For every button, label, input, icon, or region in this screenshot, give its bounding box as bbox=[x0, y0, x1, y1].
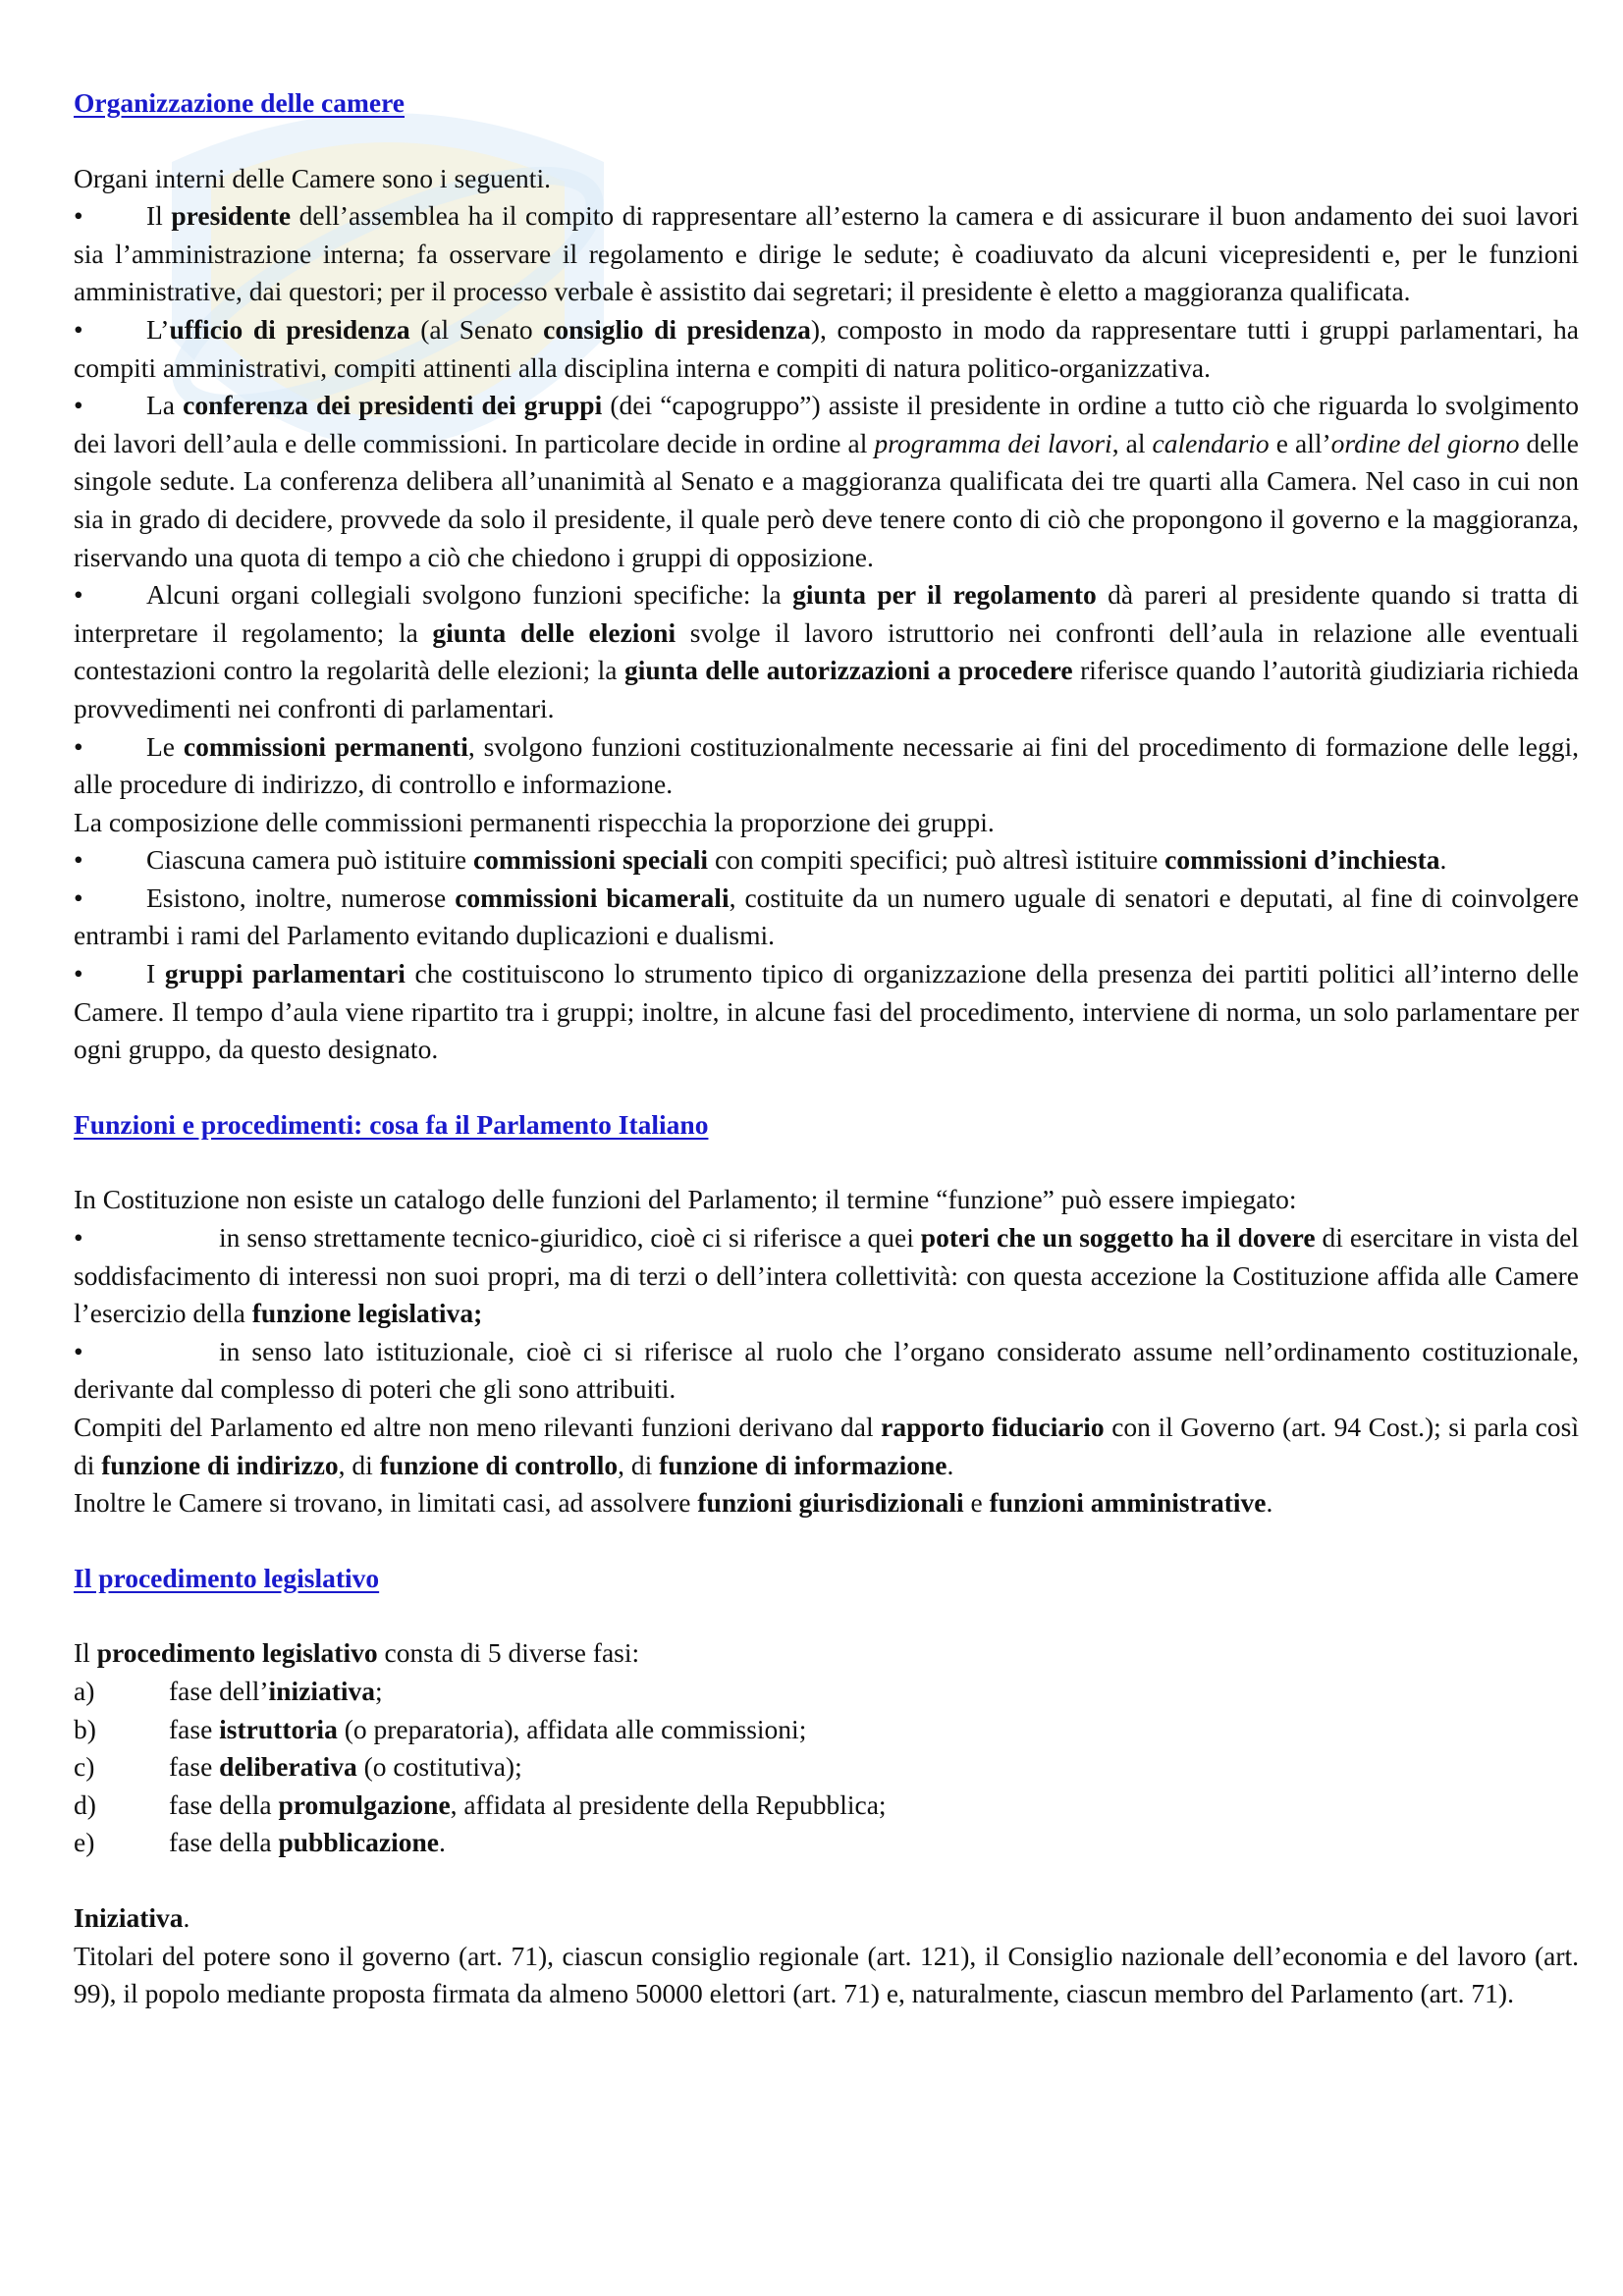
paragraph-compiti: Compiti del Parlamento ed altre non meno rilevanti funzioni derivano dal rapporto fiduciario con il Governo (art. 94 Cost.); si parla così di funzione di indirizzo, di funzione di controllo, di funzione di informazione. bbox=[74, 1412, 1579, 1480]
bullet-bicamerali: • Esistono, inoltre, numerose commissioni bicamerali, costituite da un numero uguale di senatori e deputati, al fine di coinvolgere entrambi i rami del Parlamento evitando duplicazioni e dualismi. bbox=[74, 880, 1579, 955]
bullet-giunte: • Alcuni organi collegiali svolgono funzioni specifiche: la giunta per il regolamento dà pareri al presidente quando si tratta di interpretare il regolamento; la giunta delle elezioni svolge il lavoro istruttorio nei confronti dell’aula in relazione alle eventuali contestazioni contro la regolarità delle elezioni; la giunta delle autorizzazioni a procedere riferisce quando l’autorità giudiziaria richieda provvedimenti nei confronti di parlamentari. bbox=[74, 576, 1579, 727]
bullet-gruppi: • I gruppi parlamentari che costituiscono lo strumento tipico di organizzazione della presenza dei partiti politici all’interno delle Camere. Il tempo d’aula viene ripartito tra i gruppi; inoltre, in alcune fasi del procedimento, interviene di norma, un solo parlamentare per ogni gruppo, da questo designato. bbox=[74, 955, 1579, 1069]
paragraph-composizione: La composizione delle commissioni permanenti rispecchia la proporzione dei gruppi. bbox=[74, 806, 995, 837]
bullet-icon: • bbox=[74, 390, 83, 421]
document-page bbox=[74, 84, 1579, 2013]
bullet-icon: • bbox=[74, 1222, 83, 1254]
list-item: b) fase istruttoria (o preparatoria), affidata alle commissioni; bbox=[74, 1713, 807, 1744]
bullet-conferenza: • La conferenza dei presidenti dei gruppi (dei “capogruppo”) assiste il presidente in ordine a tutto ciò che riguarda lo svolgimento dei lavori dell’aula e delle commissioni. In particolare decide in ordine al programma dei lavori, al calendario e all’ordine del giorno delle singole sedute. La conferenza delibera all’unanimità al Senato e a maggioranza qualificata dei tre quarti alla Camera. Nel caso in cui non sia in grado di decidere, provvede da solo il presidente, il quale però deve tenere conto di ciò che propongono il governo e la maggioranza, riservando una quota di tempo a ciò che chiedono i gruppi di opposizione. bbox=[74, 387, 1579, 576]
section-title-funzioni bbox=[74, 1106, 1579, 1145]
paragraph-procedimento-intro: Il procedimento legislativo consta di 5 diverse fasi: bbox=[74, 1637, 640, 1669]
paragraph-inoltre: Inoltre le Camere si trovano, in limitati casi, ad assolvere funzioni giurisdizionali e funzioni amministrative. bbox=[74, 1487, 1273, 1519]
bullet-presidente: • Il presidente dell’assemblea ha il compito di rappresentare all’esterno la camera e di assicurare il buon andamento dei suoi lavori sia l’amministrazione interna; fa osservare il regolamento e dirige le sedute; è coadiuvato da alcuni vicepresidenti e, per le funzioni amministrative, dai questori; per il processo verbale è assistito dai segretari; il presidente è eletto a maggioranza qualificata. bbox=[74, 197, 1579, 311]
heading-link[interactable]: Il procedimento legislativo bbox=[74, 1562, 380, 1593]
heading-link[interactable]: Organizzazione delle camere bbox=[74, 87, 406, 118]
list-item: c) fase deliberativa (o costitutiva); bbox=[74, 1751, 522, 1783]
bullet-icon: • bbox=[74, 200, 83, 232]
bullet-icon: • bbox=[74, 881, 83, 913]
list-item: a) fase dell’iniziativa; bbox=[74, 1675, 383, 1706]
bullet-icon: • bbox=[74, 730, 83, 762]
bullet-senso-tecnico: • in senso strettamente tecnico-giuridico, cioè ci si riferisce a quei poteri che un soggetto ha il dovere di esercitare in vista del soddisfacimento di interessi non suoi propri, ma di terzi o dell’intera collettività: con questa accezione la Costituzione affida alle Camere l’esercizio della funzione legislativa; bbox=[74, 1219, 1579, 1333]
section-title-organizzazione bbox=[74, 84, 1579, 123]
bullet-icon: • bbox=[74, 844, 83, 876]
subheading-iniziativa: Iniziativa. bbox=[74, 1901, 190, 1933]
phase-list bbox=[74, 1673, 1579, 1862]
bullet-speciali: • Ciascuna camera può istituire commissioni speciali con compiti specifici; può altresì istituire commissioni d’inchiesta. bbox=[74, 841, 1579, 880]
bullet-icon: • bbox=[74, 1335, 83, 1366]
bullet-senso-lato: • in senso lato istituzionale, cioè ci si riferisce al ruolo che l’organo considerato assume nell’ordinamento costituzionale, derivante dal complesso di poteri che gli sono attribuiti. bbox=[74, 1333, 1579, 1409]
heading-link[interactable]: Funzioni e procedimenti: cosa fa il Parlamento Italiano bbox=[74, 1108, 709, 1140]
paragraph-iniziativa: Titolari del potere sono il governo (art. 71), ciascun consiglio regionale (art. 121), il Consiglio nazionale dell’economia e del lavoro (art. 99), il popolo mediante proposta firmata da almeno 50000 elettori (art. 71) e, naturalmente, ciascun membro del Parlamento (art. 71). bbox=[74, 1940, 1579, 2009]
list-item: e) fase della pubblicazione. bbox=[74, 1827, 446, 1858]
bullet-icon: • bbox=[74, 958, 83, 989]
bullet-icon: • bbox=[74, 579, 83, 611]
section-title-procedimento bbox=[74, 1560, 1579, 1598]
list-item: d) fase della promulgazione, affidata al presidente della Repubblica; bbox=[74, 1789, 887, 1820]
bullet-commissioni: • Le commissioni permanenti, svolgono funzioni costituzionalmente necessarie ai fini del procedimento di formazione delle leggi, alle procedure di indirizzo, di controllo e informazione. bbox=[74, 728, 1579, 804]
bullet-ufficio: • L’ufficio di presidenza (al Senato consiglio di presidenza), composto in modo da rappresentare tutti i gruppi parlamentari, ha compiti amministrativi, compiti attinenti alla disciplina interna e compiti di natura politico-organizzativa. bbox=[74, 311, 1579, 387]
bullet-icon: • bbox=[74, 313, 83, 345]
paragraph-funzioni-intro: In Costituzione non esiste un catalogo delle funzioni del Parlamento; il termine “funzione” può essere impiegato: bbox=[74, 1184, 1297, 1215]
paragraph-intro: Organi interni delle Camere sono i seguenti. bbox=[74, 162, 551, 193]
